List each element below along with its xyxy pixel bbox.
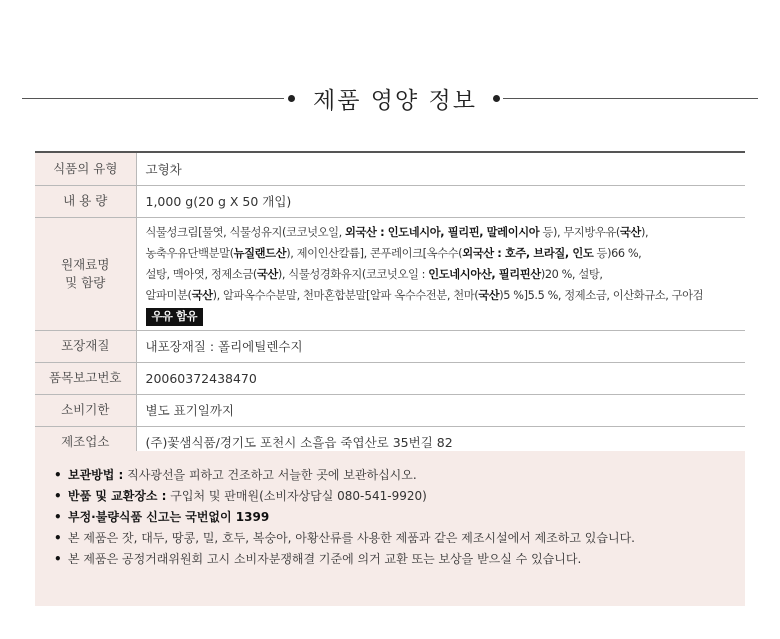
table-row [35, 185, 745, 217]
notice-item [54, 486, 745, 507]
ingredient-line [146, 264, 746, 285]
bullet-icon: • [54, 510, 62, 524]
row-label: 소비기한 [35, 394, 136, 426]
row-value: 별도 표기일까지 [136, 394, 745, 426]
notice-text: 본 제품은 공정거래위원회 고시 소비자분쟁해결 기준에 의거 교환 또는 보상을 받으실 수 있습니다. [68, 552, 582, 566]
bullet-icon: • [54, 468, 62, 482]
ingredient-line [146, 285, 746, 306]
title-dot-right [493, 95, 500, 102]
ingredient-text: 식물성크림[물엿, 식물성유지(코코넛오일, [145, 225, 345, 239]
notice-item [54, 507, 745, 528]
row-value: 1,000 g(20 g X 50 개입) [136, 185, 745, 217]
bullet-icon: • [54, 531, 62, 545]
ingredient-text: 농축우유단백분말( [145, 246, 234, 260]
notice-item [54, 528, 745, 549]
ingredient-text: ), 알파옥수수분말, 천마혼합분말[알파 옥수수전분, 천마( [212, 288, 479, 302]
title-divider-right [503, 98, 758, 99]
table-row [35, 152, 745, 185]
bullet-icon: • [54, 489, 62, 503]
ingredient-text: )20 %, 설탕, [540, 267, 603, 281]
table-row [35, 394, 745, 426]
ingredient-text: ), 제이인산칼륨], 콘푸레이크[옥수수( [286, 246, 463, 260]
ingredient-origin: 인도네시아산, 필리핀산 [428, 267, 541, 281]
notice-item [54, 549, 745, 570]
ingredient-origin: 외국산 : 호주, 브라질, 인도 [462, 246, 594, 260]
notice-bold: 반품 및 교환장소 : [68, 489, 167, 503]
row-label: 포장재질 [35, 330, 136, 362]
bullet-icon: • [54, 552, 62, 566]
row-label-line: 및 함량 [65, 274, 106, 290]
ingredient-line [146, 222, 746, 243]
table-row [35, 217, 745, 330]
ingredient-origin: 국산 [619, 225, 641, 239]
ingredient-text: 알파미분( [145, 288, 192, 302]
ingredient-line [146, 243, 746, 264]
notice-box [35, 451, 745, 606]
ingredient-text: ), [640, 225, 649, 239]
row-label: 제조업소 [35, 426, 136, 458]
row-label: 내 용 량 [35, 185, 136, 217]
notice-bold: 부정·불량식품 신고는 국번없이 1399 [68, 510, 270, 524]
ingredients-value [136, 217, 745, 330]
notice-text: 본 제품은 잣, 대두, 땅콩, 밀, 호두, 복숭아, 아황산류를 사용한 제품과 같은 제조시설에서 제조하고 있습니다. [68, 531, 635, 545]
notice-text: 구입처 및 판매원(소비자상담실 080-541-9920) [166, 489, 427, 503]
ingredient-text: 등)66 %, [593, 246, 642, 260]
row-label-line: 원재료명 [61, 257, 110, 272]
ingredient-text: )5 %]5.5 %, 정제소금, 이산화규소, 구아검 [499, 288, 704, 302]
table-row [35, 330, 745, 362]
notice-bold: 보관방법 : [68, 468, 124, 482]
ingredient-origin: 뉴질랜드산 [233, 246, 287, 260]
ingredient-lines [146, 222, 746, 306]
notice-item [54, 465, 745, 486]
page-title: 제품 영양 정보 [313, 88, 477, 114]
ingredient-origin: 국산 [191, 288, 213, 302]
product-info-table [35, 151, 745, 459]
table-row [35, 362, 745, 394]
title-dot-left [288, 95, 295, 102]
allergen-badge: 우유 함유 [146, 308, 204, 326]
title-divider-left [22, 98, 284, 99]
ingredient-text: ), 식물성경화유지(코코넛오일 : [277, 267, 429, 281]
ingredient-origin: 국산 [256, 267, 278, 281]
ingredient-origin: 국산 [478, 288, 500, 302]
ingredient-origin: 외국산 : 인도네시아, 필리핀, 말레이시아 [345, 225, 540, 239]
row-label [35, 217, 136, 330]
section-title [22, 82, 758, 116]
ingredient-text: 설탕, 맥아엿, 정제소금( [145, 267, 257, 281]
row-value: 내포장재질 : 폴리에틸렌수지 [136, 330, 745, 362]
ingredient-text: 등), 무지방우유( [539, 225, 620, 239]
row-label: 식품의 유형 [35, 152, 136, 185]
row-value: 고형차 [136, 152, 745, 185]
row-label: 품목보고번호 [35, 362, 136, 394]
notice-text: 직사광선을 피하고 건조하고 서늘한 곳에 보관하십시오. [123, 468, 417, 482]
row-value: 20060372438470 [136, 362, 745, 394]
row-value: (주)꽃샘식품/경기도 포천시 소흘읍 죽엽산로 35번길 82 [136, 426, 745, 458]
